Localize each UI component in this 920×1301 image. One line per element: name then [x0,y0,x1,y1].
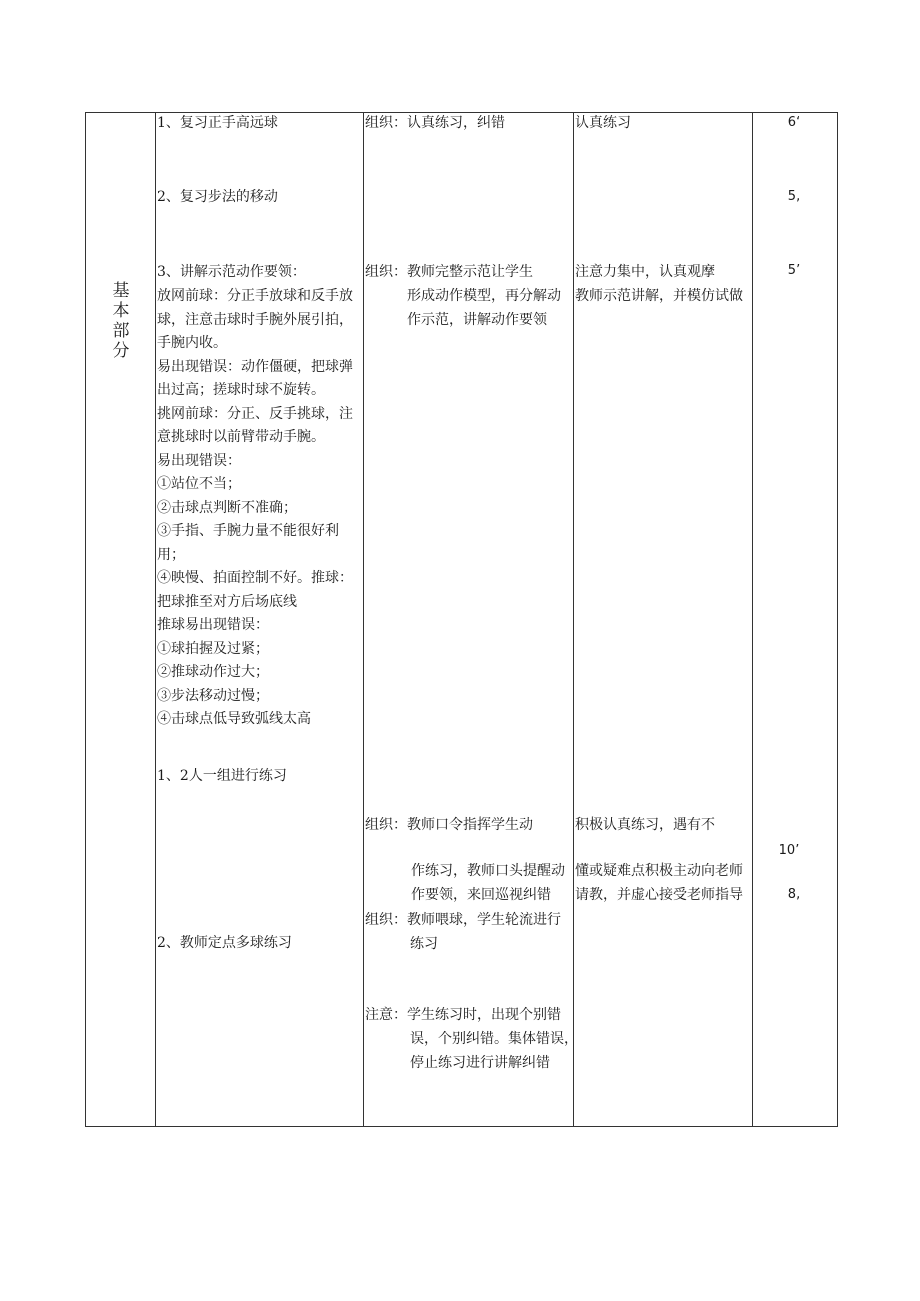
content-line: 推球易出现错误： [157,617,269,633]
student-row-1: 认真练习 [575,115,631,131]
content-line: 出过高；搓球时球不旋转。 [157,382,325,398]
content-line: ③手指、手腕力量不能很好利 [157,523,339,539]
time-row-2: 5, [787,189,801,204]
column-divider [752,113,753,1126]
note-line-2: 误，个别纠错。集体错误， [410,1031,578,1047]
practice-2: 2、教师定点多球练习 [157,935,292,951]
student-row-4-line-2: 懂或疑难点积极主动向老师 [575,863,743,879]
section-label-char: 分 [112,341,130,361]
column-divider [573,113,574,1126]
content-line: ②推球动作过大； [157,664,269,680]
org-row-5-line-2: 练习 [410,936,438,952]
student-row-4-line-1: 积极认真练习，遇有不 [575,817,715,833]
org-row-4-line-3: 作要领，来回巡视纠错 [411,887,551,903]
section-label [86,281,156,361]
content-line: ①球拍握及过紧； [157,640,269,657]
content-line: ④映慢、拍面控制不好。推球： [157,570,353,586]
content-line: 意挑球时以前臂带动手腕。 [157,429,325,445]
content-line: 挑网前球：分正、反手挑球，注 [157,405,353,422]
section-label-char: 基 [112,281,130,301]
content-line: ②击球点判断不准确； [157,499,297,516]
content-line: ③步法移动过慢； [157,687,269,704]
content-line: 把球推至对方后场底线 [157,593,297,610]
student-row-4-line-3: 请教，并虚心接受老师指导 [575,887,743,903]
content-line: 易出现错误：动作僵硬，把球弹 [157,358,353,375]
content-item-1: 1、复习正手高远球 [157,115,278,131]
content-line: 放网前球：分正手放球和反手放 [157,288,353,304]
column-divider [363,113,364,1126]
content-line: ①站位不当； [157,476,241,492]
content-line: ④击球点低导致弧线太高 [157,711,311,727]
lesson-plan-table [85,112,838,1127]
note-line-3: 停止练习进行讲解纠错 [410,1055,550,1071]
org-row-3-line-3: 作示范，讲解动作要领 [407,312,547,328]
org-row-5-line-1: 组织：教师喂球，学生轮流进行 [365,912,561,928]
content-line: 球，注意击球时手腕外展引拍， [157,311,353,328]
org-row-4-line-1: 组织：教师口令指挥学生动 [365,817,533,833]
column-divider [155,113,156,1126]
content-line: 易出现错误： [157,452,241,469]
time-row-4: 10’ [778,843,800,858]
content-line: 手腕内收。 [157,335,227,351]
content-item-2: 2、复习步法的移动 [157,189,278,205]
practice-1: 1、2人一组进行练习 [157,768,287,784]
org-row-3-line-2: 形成动作模型，再分解动 [407,288,561,304]
student-row-3-line-2: 教师示范讲解，并模仿试做 [575,288,743,304]
time-row-3: 5’ [787,263,801,278]
org-row-4-line-2: 作练习，教师口头提醒动 [411,863,565,879]
org-row-1: 组织：认真练习，纠错 [365,115,505,131]
org-row-3-line-1: 组织：教师完整示范让学生 [365,264,533,280]
time-row-5: 8, [787,887,801,902]
section-label-char: 本 [112,301,130,321]
section-label-char: 部 [112,321,130,341]
note-line-1: 注意：学生练习时，出现个别错 [365,1007,561,1023]
student-row-3-line-1: 注意力集中，认真观摩 [575,264,715,280]
content-item-3-title: 3、讲解示范动作要领： [157,264,306,280]
content-line: 用； [157,546,185,563]
content-lines [157,285,353,732]
time-row-1: 6‘ [787,115,801,130]
